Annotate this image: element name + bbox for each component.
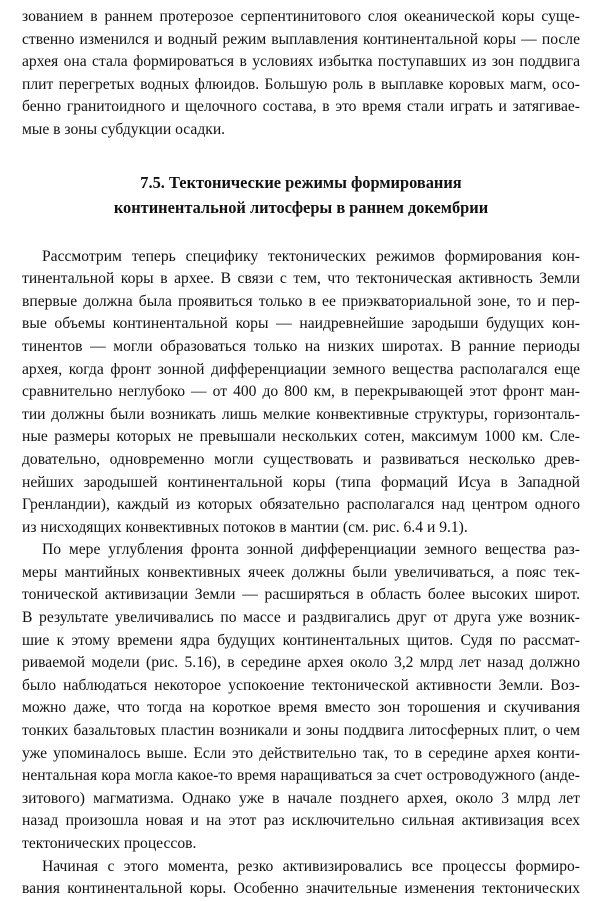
text-line: довательно, одновременно могли существовать и развиваться несколько древ- (22, 450, 580, 468)
text-line: ные размеры которых не превышали нескольких сотен, максимум 1000 км. Сле- (22, 428, 580, 446)
text-line: зованием в раннем протерозое серпентинитового слоя океанической коры суще- (22, 8, 580, 25)
text-line: мые в зоны субдукции осадки. (22, 120, 226, 138)
text-line: нентальная кора могла какое-то время наращиваться за счет островодужного (анде- (22, 767, 580, 785)
text-line: тектонических процессов. (22, 835, 197, 852)
text-line: нейших зародышей континентальной коры (типа формаций Исуа в Западной (22, 473, 580, 491)
text-line: Гренландии), каждый из которых обязательно располагался над центром одного (22, 496, 580, 514)
text-line: плит перегретых водных флюидов. Большую роль в выплавке коровых магм, осо- (22, 75, 580, 93)
text-line: тинентов — могли образоваться только на низких широтах. В ранние периоды (22, 337, 580, 355)
text-line: архея она стала формироваться в условиях избытка поступавших из зон поддвига (22, 53, 580, 71)
text-line: архея, когда фронт зонной дифференциации земного вещества располагался еще (22, 360, 580, 378)
text-line: вые объемы континентальной коры — наидревнейшие зародыши будущих кон- (22, 315, 580, 333)
text-line: сравнительно неглубоко — от 400 до 800 км, в перекрывающей этот фронт ман- (22, 383, 580, 401)
text-line: назад произошла новая и на этот раз исключительно сильная активизация всех (22, 812, 580, 830)
text-line: тонких базальтовых пластин возникали и зоны поддвига литосферных плит, о чем (22, 722, 580, 740)
text-line: тонической активизации Земли — расширяться в область более высоких широт. (22, 586, 580, 604)
text-line: риваемой модели (рис. 5.16), в середине архея около 3,2 млрд лет назад должно (22, 654, 580, 672)
text-line: Начиная с этого момента, резко активизировались все процессы формиро- (42, 857, 580, 875)
text-line: В результате увеличивались по массе и раздвигались друг от друга уже возник- (22, 609, 580, 627)
text-line: шие к этому времени ядра будущих континентальных щитов. Судя по рассмат- (22, 631, 580, 649)
text-line: впервые должна была проявиться только в ее приэкваториальной зоне, то и пер- (22, 292, 580, 310)
text-line: меры мантийных конвективных ячеек должны были увеличиваться, а пояс тек- (22, 563, 580, 581)
text-line: из нисходящих конвективных потоков в мантии (см. рис. 6.4 и 9.1). (22, 518, 468, 536)
text-line: тинентальной коры в архее. В связи с тем, что тектоническая активность Земли (22, 270, 580, 288)
text-line: уже упоминалось выше. Если это действительно так, то в середине архея конти- (22, 744, 580, 762)
intro-paragraph (22, 6, 580, 142)
text-line: По мере углубления фронта зонной дифференциации земного вещества раз- (42, 541, 580, 559)
paragraph-2 (22, 539, 580, 855)
paragraph-3 (22, 856, 580, 901)
section-heading-line-1: 7.5. Тектонические режимы формирования (140, 172, 462, 192)
text-line: было наблюдаться некоторое успокоение тектонической активности Земли. Воз- (22, 676, 580, 694)
paragraph-1 (22, 246, 580, 540)
text-line: Рассмотрим теперь специфику тектонических режимов формирования кон- (42, 247, 580, 265)
page (22, 6, 580, 901)
section-heading-line-2: континентальной литосферы в раннем докембрии (113, 197, 489, 217)
text-line: бенно гранитоидного и щелочного состава, в это время стали играть и затягивае- (22, 98, 580, 116)
text-line: вания континентальной коры. Особенно значительные изменения тектонических (22, 880, 580, 898)
section-heading (22, 170, 580, 220)
text-line: тии должны были возникать лишь мелкие конвективные структуры, горизонталь- (22, 405, 580, 423)
text-line: ственно изменился и водный режим выплавления континентальной коры — после (22, 30, 580, 48)
text-line: зитового) магматизма. Однако уже в начале позднего архея, около 3 млрд лет (22, 789, 580, 807)
text-line: можно даже, что тогда на короткое время вместо зон торошения и скучивания (22, 699, 580, 717)
